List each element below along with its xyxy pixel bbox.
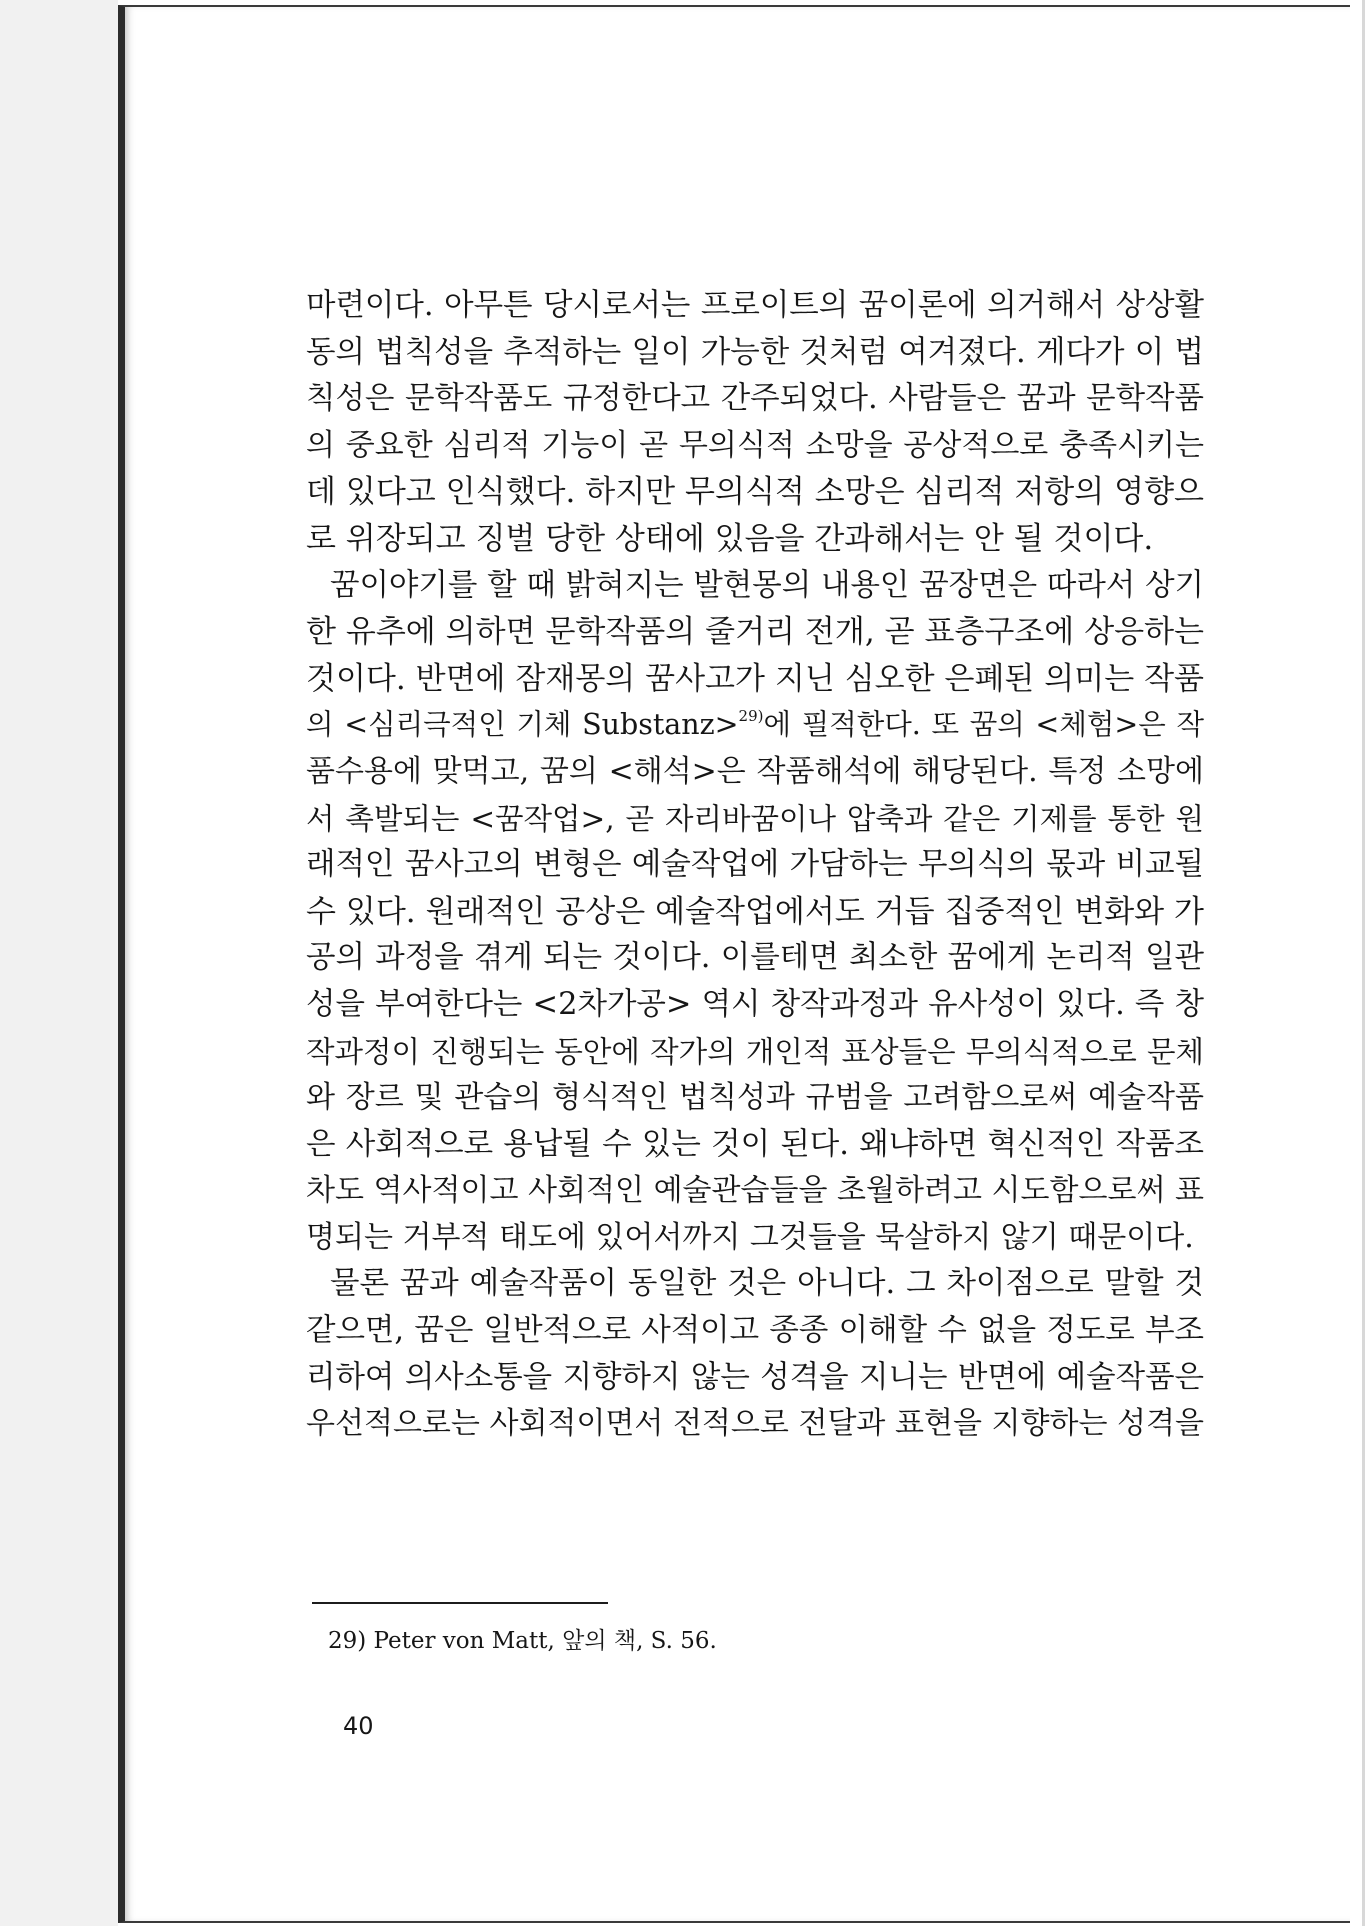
text-line: 데 있다고 인식했다. 하지만 무의식적 소망은 심리적 저항의 영향으 (306, 474, 1204, 511)
text-line: 수 있다. 원래적인 공상은 예술작업에서도 거듭 집중적인 변화와 가 (306, 893, 1204, 930)
footnote-divider (312, 1602, 608, 1604)
text-line: 것이다. 반면에 잠재몽의 꿈사고가 지닌 심오한 은폐된 의미는 작품 (306, 660, 1204, 697)
footnote-reference: 29) (738, 707, 764, 726)
text-line: 마련이다. 아무튼 당시로서는 프로이트의 꿈이론에 의거해서 상상활 (306, 288, 1204, 323)
text-line: 은 사회적으로 용납될 수 있는 것이 된다. 왜냐하면 혁신적인 작품조 (306, 1126, 1204, 1162)
text-line: 의 중요한 심리적 기능이 곧 무의식적 소망을 공상적으로 충족시키는 (306, 427, 1204, 463)
text-line: 꿈이야기를 할 때 밝혀지는 발현몽의 내용인 꿈장면은 따라서 상기 (330, 567, 1204, 603)
text-line: 차도 역사적이고 사회적인 예술관습들을 초월하려고 시도함으로써 표 (306, 1173, 1204, 1209)
text-line: 명되는 거부적 태도에 있어서까지 그것들을 묵살하지 않기 때문이다. (306, 1219, 1194, 1255)
text-line: 물론 꿈과 예술작품이 동일한 것은 아니다. 그 차이점으로 말할 것 (330, 1266, 1204, 1302)
text-line: 래적인 꿈사고의 변형은 예술작업에 가담하는 무의식의 몫과 비교될 (306, 847, 1204, 883)
text-line: 성을 부여한다는 <2차가공> 역시 창작과정과 유사성이 있다. 즉 창 (306, 986, 1204, 1022)
text-line: 작과정이 진행되는 동안에 작가의 개인적 표상들은 무의식적으로 문체 (306, 1034, 1204, 1069)
text-line: 품수용에 맞먹고, 꿈의 <해석>은 작품해석에 해당된다. 특정 소망에 (306, 753, 1204, 789)
text-line: 우선적으로는 사회적이면서 전적으로 전달과 표현을 지향하는 성격을 (306, 1406, 1204, 1442)
scan-left-margin (0, 0, 118, 1926)
footnote: 29) Peter von Matt, 앞의 책, S. 56. (328, 1628, 717, 1654)
text-line: 한 유추에 의하면 문학작품의 줄거리 전개, 곧 표층구조에 상응하는 (306, 614, 1204, 651)
body-text (306, 283, 1204, 1448)
text-line: 서 촉발되는 <꿈작업>, 곧 자리바꿈이나 압축과 같은 기제를 통한 원 (306, 801, 1204, 836)
page-number: 40 (343, 1712, 374, 1740)
text-line: 로 위장되고 징벌 당한 상태에 있음을 간과해서는 안 될 것이다. (306, 520, 1154, 557)
text-line: 칙성은 문학작품도 규정한다고 간주되었다. 사람들은 꿈과 문학작품 (306, 381, 1204, 417)
text-line: 동의 법칙성을 추적하는 일이 가능한 것처럼 여겨졌다. 게다가 이 법 (306, 334, 1204, 370)
text-line-with-footnote (306, 702, 1204, 749)
line-segment: 에 필적한다. 또 꿈의 <체험>은 작 (763, 708, 1204, 742)
text-line: 공의 과정을 겪게 되는 것이다. 이를테면 최소한 꿈에게 논리적 일관 (306, 940, 1204, 976)
text-line: 리하여 의사소통을 지향하지 않는 성격을 지니는 반면에 예술작품은 (306, 1359, 1204, 1395)
text-line: 와 장르 및 관습의 형식적인 법칙성과 규범을 고려함으로써 예술작품 (306, 1080, 1204, 1116)
text-line: 같으면, 꿈은 일반적으로 사적이고 종종 이해할 수 없을 정도로 부조 (306, 1313, 1204, 1349)
line-segment: 의 <심리극적인 기체 Substanz> (306, 708, 739, 742)
